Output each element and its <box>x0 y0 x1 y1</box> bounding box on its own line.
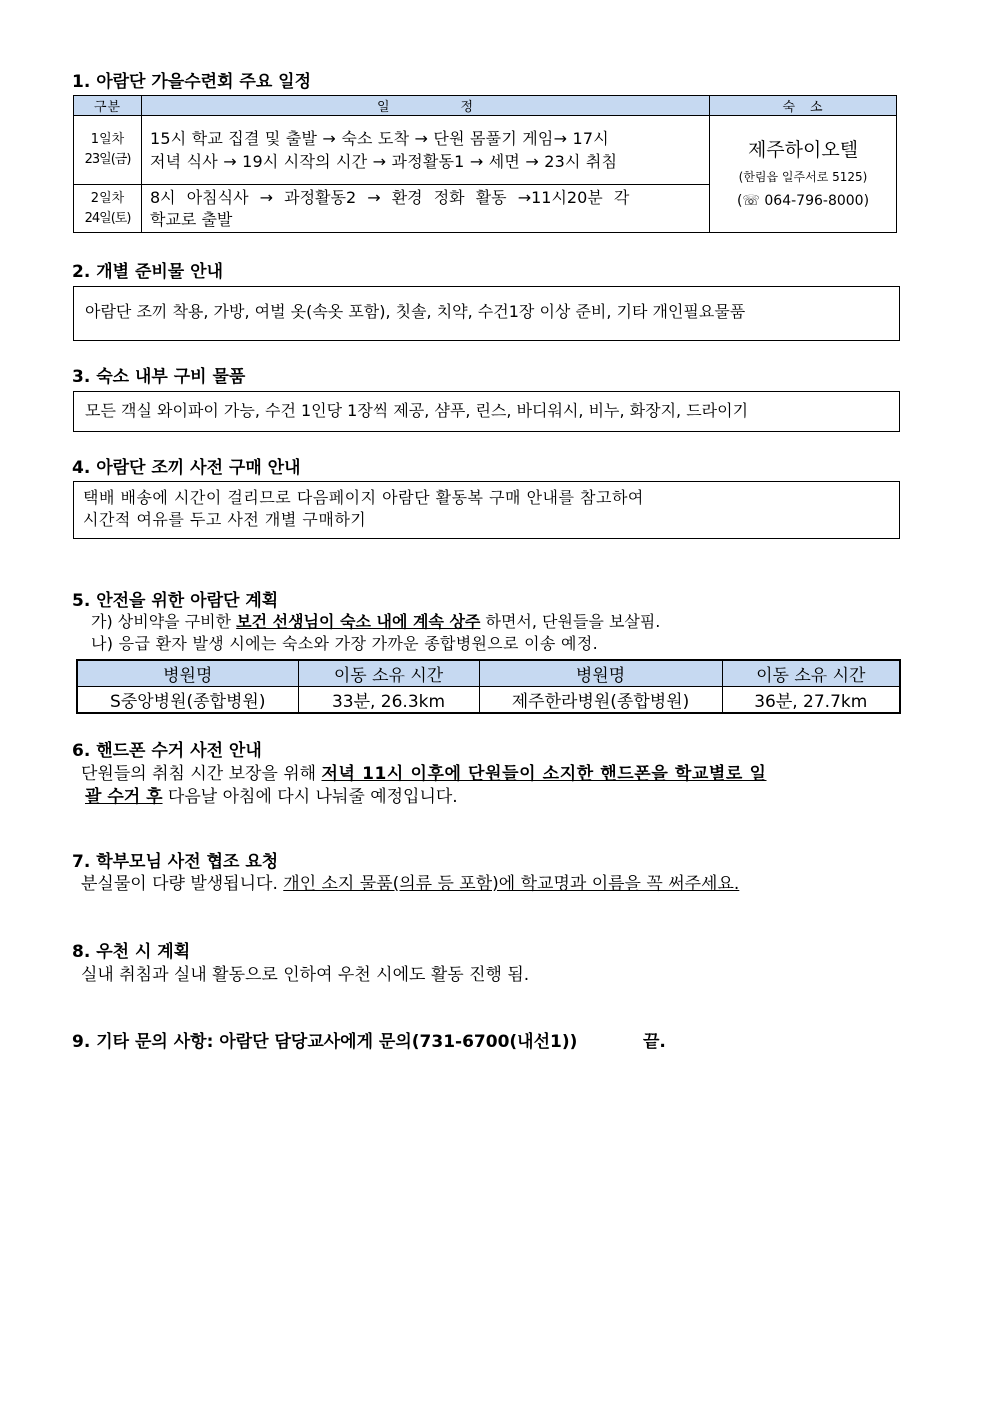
phone-collection-emphasis: 괄 수거 후 <box>85 787 163 807</box>
hospital-time-cell: 36분, 27.7km <box>722 687 900 714</box>
lost-items-emphasis: 개인 소지 물품(의류 등 포함)에 학교명과 이름을 꼭 써주세요. <box>283 874 740 894</box>
safety-plan-a-post: 하면서, 단원들을 보살핌. <box>480 612 661 631</box>
schedule-activity-cell <box>142 185 710 233</box>
lost-items-pre: 분실물이 다량 발생됩니다. <box>81 874 284 894</box>
activity-line: 15시 학교 집결 및 출발 → 숙소 도착 → 단원 몸풀기 게임→ 17시 <box>150 129 609 148</box>
phone-collection-line1 <box>81 764 767 784</box>
amenities-box <box>73 391 900 432</box>
hospital-name-cell: S중앙병원(종합병원) <box>77 687 298 714</box>
date-label: 24일(토) <box>84 210 131 226</box>
activity-line: 8시 아침식사 → 과정활동2 → 환경 정화 활동 →11시20분 각 <box>150 187 630 207</box>
paren-open: ( <box>736 193 743 209</box>
section4-title: 4. 아람단 조끼 사전 구매 안내 <box>72 458 301 478</box>
hospital-time-cell: 33분, 26.3km <box>298 687 479 714</box>
hospital-table <box>76 659 901 714</box>
hotel-phone <box>710 193 896 209</box>
section8-title: 8. 우천 시 계획 <box>72 942 191 962</box>
phone-collection-pre: 단원들의 취침 시간 보장을 위해 <box>81 764 322 784</box>
phone-collection-post: 다음날 아침에 다시 나눠줄 예정입니다. <box>162 787 458 807</box>
section3-title: 3. 숙소 내부 구비 물품 <box>72 367 246 387</box>
section5-title: 5. 안전을 위한 아람단 계획 <box>72 591 279 611</box>
day-label: 1일차 <box>90 132 125 147</box>
hospital-header-name: 병원명 <box>77 660 298 687</box>
vest-purchase-line: 택배 배송에 시간이 걸리므로 다음페이지 아람단 활동복 구매 안내를 참고하여 <box>83 488 644 507</box>
lodging-cell <box>710 116 897 233</box>
supplies-box <box>73 286 900 341</box>
vest-purchase-line: 시간적 여유를 두고 사전 개별 구매하기 <box>83 510 367 529</box>
section2-title: 2. 개별 준비물 안내 <box>72 262 223 282</box>
hospital-name-cell: 제주한라병원(종합병원) <box>479 687 722 714</box>
hospital-header-time: 이동 소유 시간 <box>298 660 479 687</box>
hotel-address: (한림읍 일주서로 5125) <box>738 170 868 184</box>
vest-purchase-box <box>73 481 900 539</box>
phone-collection-line2 <box>85 787 458 807</box>
end-mark: 끝. <box>643 1032 666 1052</box>
activity-line: 저녁 식사 → 19시 시작의 시간 → 과정활동1 → 세면 → 23시 취침 <box>150 152 618 171</box>
amenities-text: 모든 객실 와이파이 가능, 수건 1인당 1장씩 제공, 샴푸, 린스, 바디워시, 비누, 화장지, 드라이기 <box>85 401 749 420</box>
hospital-header-name: 병원명 <box>479 660 722 687</box>
phone-collection-emphasis: 저녁 11시 이후에 단원들이 소지한 핸드폰을 학교별로 일 <box>321 764 767 784</box>
schedule-table <box>73 95 897 233</box>
schedule-day-cell <box>74 185 142 233</box>
lost-items-line <box>81 874 739 894</box>
phone-number: 064-796-8000) <box>764 193 870 209</box>
safety-plan-a-emphasis: 보건 선생님이 숙소 내에 계속 상주 <box>236 612 481 631</box>
safety-plan-a <box>91 612 660 632</box>
phone-icon: ☏ <box>742 193 760 209</box>
safety-plan-a-pre: 가) 상비약을 구비한 <box>91 612 237 631</box>
hospital-header-time: 이동 소유 시간 <box>722 660 900 687</box>
rain-plan-text: 실내 취침과 실내 활동으로 인하여 우천 시에도 활동 진행 됨. <box>81 965 530 985</box>
schedule-day-cell <box>74 116 142 185</box>
safety-plan-b: 나) 응급 환자 발생 시에는 숙소와 가장 가까운 종합병원으로 이송 예정. <box>91 634 598 653</box>
supplies-text: 아람단 조끼 착용, 가방, 여벌 옷(속옷 포함), 칫솔, 치약, 수건1장 이상 준비, 기타 개인필요물품 <box>85 302 746 321</box>
schedule-header-lodging: 숙 소 <box>710 96 897 116</box>
section1-title: 1. 아람단 가을수련회 주요 일정 <box>72 72 312 92</box>
schedule-header-category: 구분 <box>74 96 142 116</box>
hotel-name: 제주하이오텔 <box>747 139 859 161</box>
section6-title: 6. 핸드폰 수거 사전 안내 <box>72 741 262 761</box>
activity-line: 학교로 출발 <box>150 209 233 229</box>
date-label: 23일(금) <box>84 152 131 167</box>
section7-title: 7. 학부모님 사전 협조 요청 <box>72 852 279 872</box>
section9-title: 9. 기타 문의 사항: 아람단 담당교사에게 문의(731-6700(내선1)) <box>72 1032 578 1052</box>
day-label: 2일차 <box>90 190 125 206</box>
schedule-header-schedule: 일 정 <box>142 96 710 116</box>
schedule-activity-cell <box>142 116 710 185</box>
